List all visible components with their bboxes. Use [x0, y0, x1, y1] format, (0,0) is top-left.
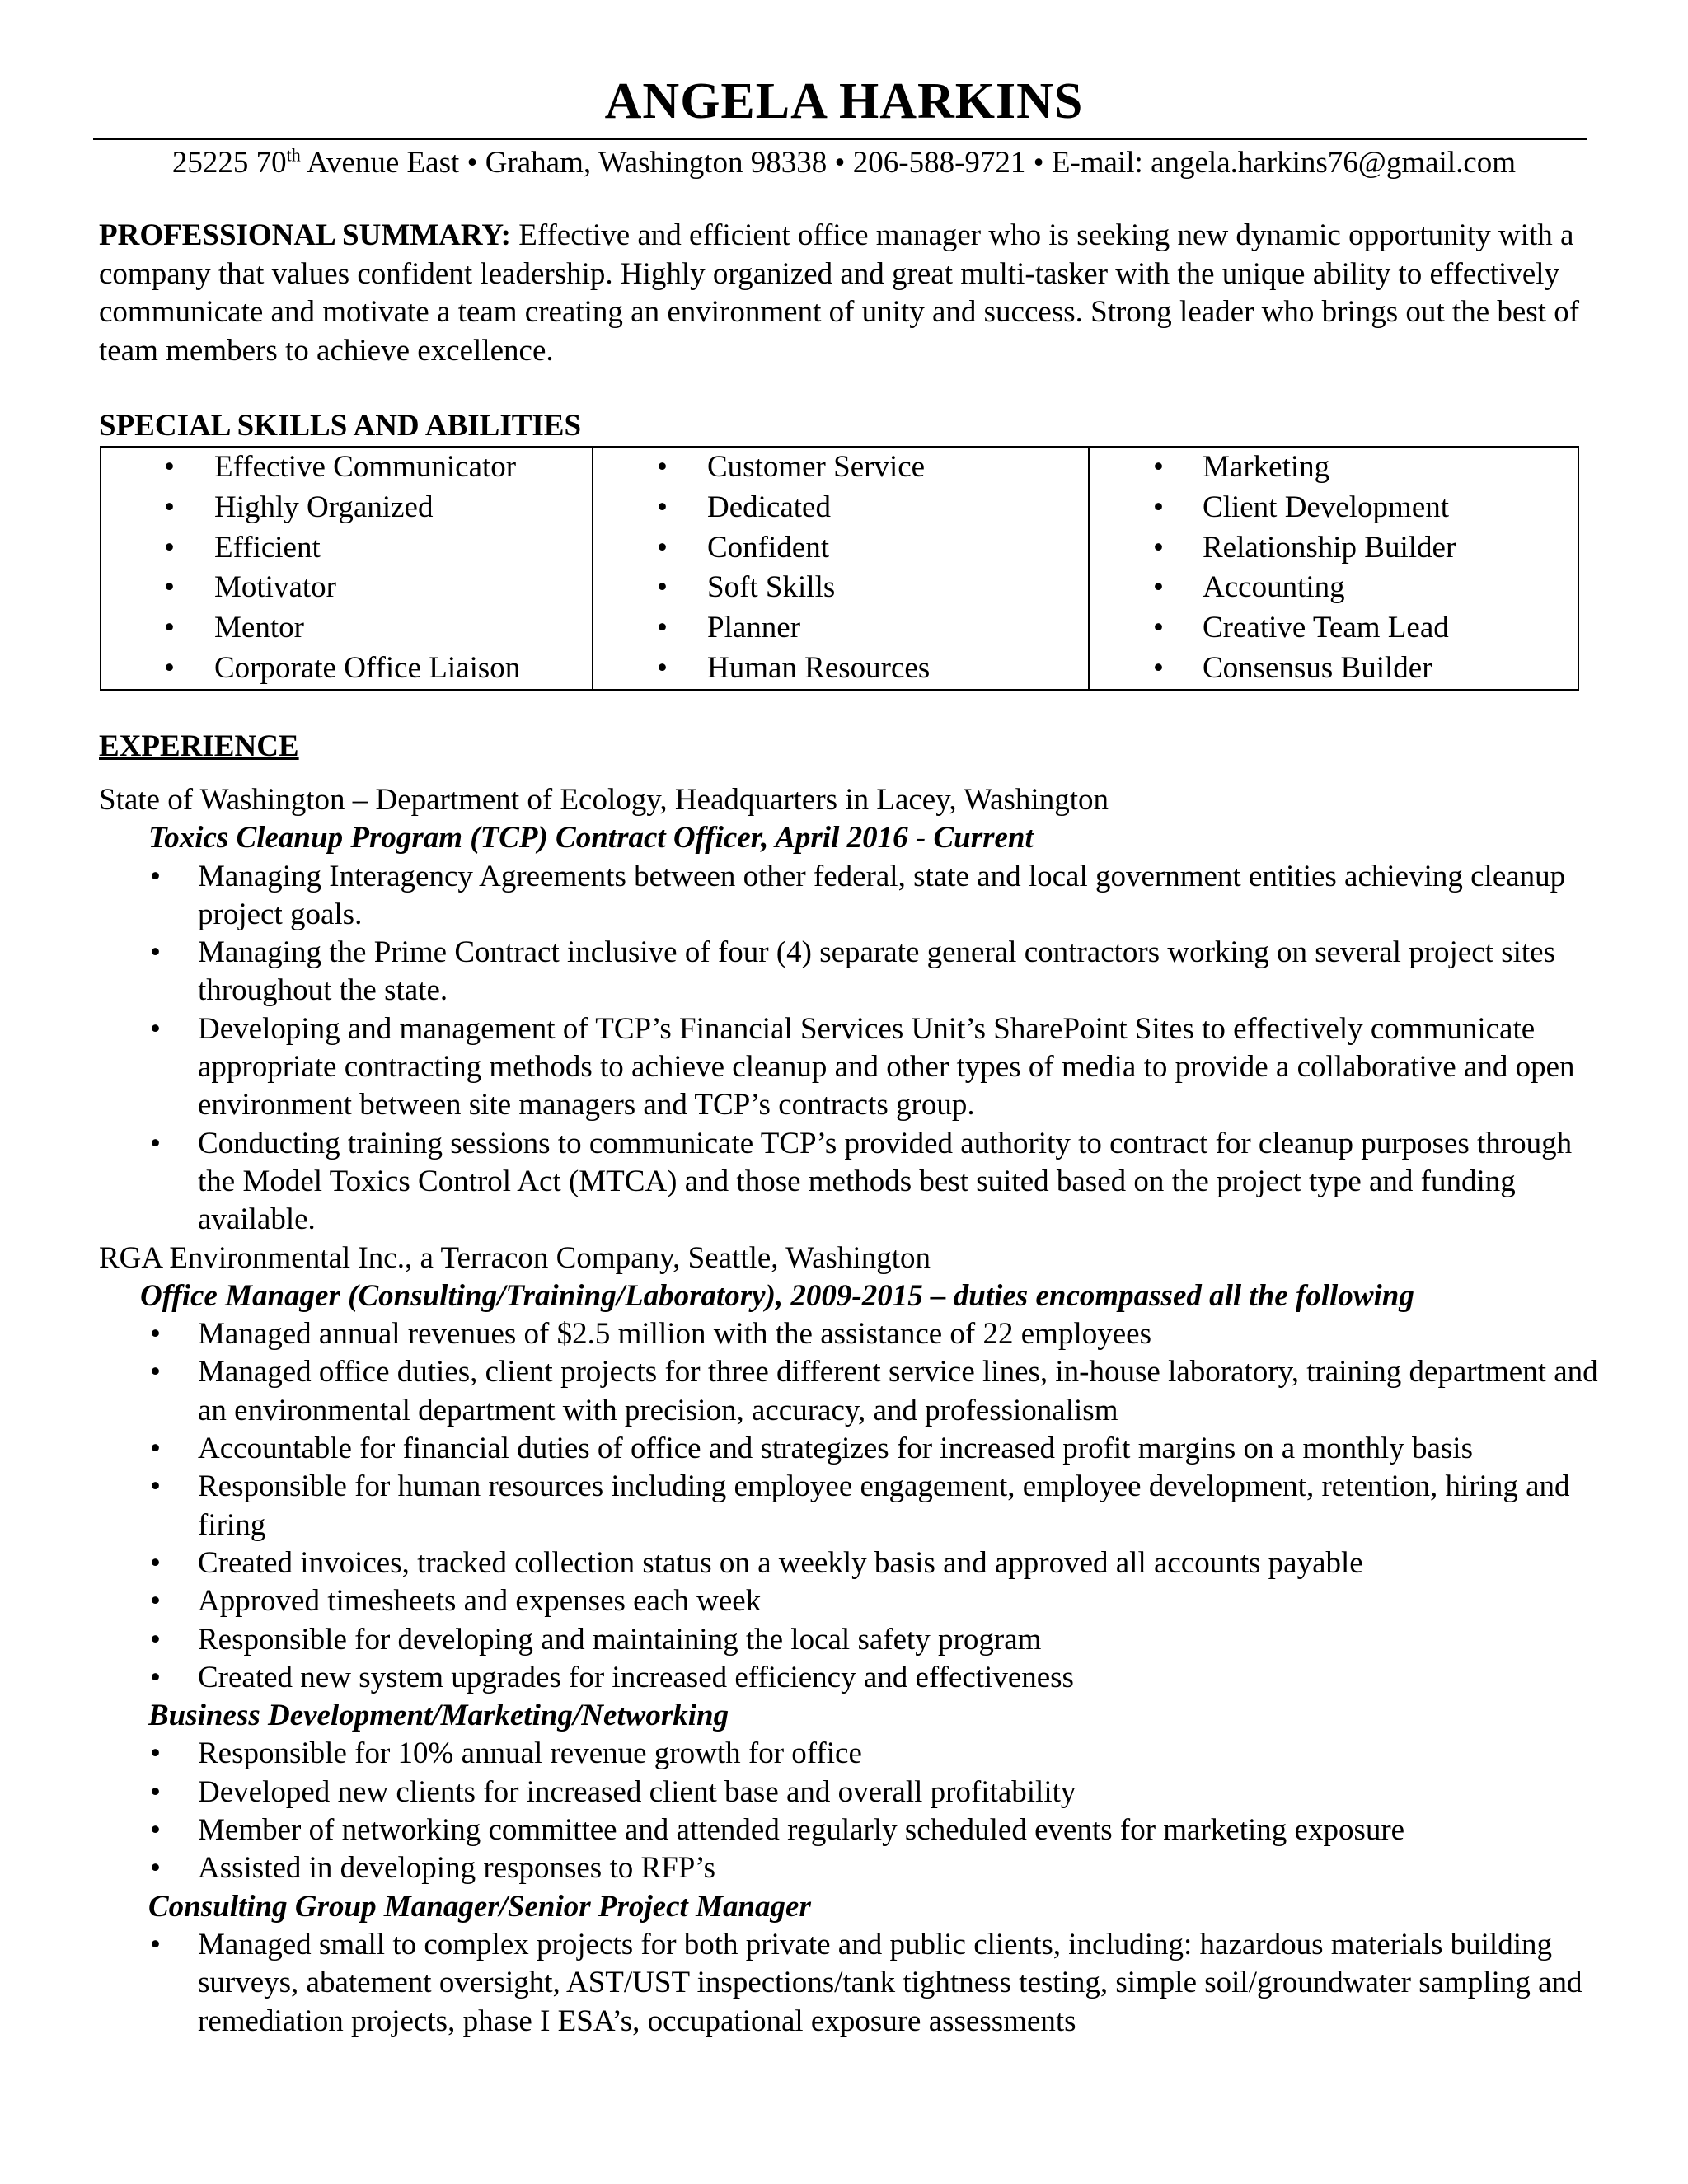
list-item [99, 1010, 1607, 1125]
list-item-text: Efficient [214, 530, 321, 565]
skills-column-2 [593, 447, 1089, 690]
bullet-icon: • [657, 611, 668, 645]
bullet-icon: • [150, 935, 161, 970]
business-development-duties [99, 1735, 1607, 1887]
skills-list-2 [593, 448, 1088, 689]
list-item [1090, 528, 1578, 569]
list-item-text: Planner [707, 611, 801, 645]
skills-title: SPECIAL SKILLS AND ABILITIES [99, 409, 582, 443]
list-item [99, 1430, 1607, 1468]
professional-summary [99, 217, 1599, 370]
bullet-icon: • [1153, 450, 1164, 484]
bullet-icon: • [150, 1469, 161, 1504]
list-item [99, 934, 1607, 1010]
skills-list-3 [1090, 448, 1578, 689]
org1-duties [99, 858, 1607, 1240]
bullet-icon: • [150, 1622, 161, 1657]
list-item-text: Accounting [1203, 570, 1345, 605]
bullet-icon: • [164, 570, 175, 605]
bullet-icon: • [150, 1660, 161, 1694]
subsection-title: Consulting Group Manager/Senior Project Manager [148, 1889, 811, 1924]
skills-table [100, 446, 1579, 691]
list-item [99, 1659, 1607, 1697]
bullet-icon: • [1153, 530, 1164, 565]
list-item-text: Member of networking committee and attended regularly scheduled events for marketing exposure [198, 1813, 1405, 1848]
bullet-icon: • [1153, 490, 1164, 524]
list-item-text: Soft Skills [707, 570, 836, 605]
summary-label: PROFESSIONAL SUMMARY: [99, 218, 511, 252]
list-item [99, 1811, 1607, 1849]
list-item-text: Relationship Builder [1203, 530, 1456, 565]
list-item-text: Assisted in developing responses to RFP’s [198, 1851, 715, 1886]
list-item [101, 528, 592, 569]
list-item-text: Accountable for financial duties of office and strategizes for increased profit margins on a monthly basis [198, 1432, 1473, 1466]
list-item-text: Responsible for human resources including employee engagement, employee development, retention, hiring and firing [198, 1469, 1570, 1542]
bullet-icon: • [1153, 650, 1164, 685]
list-item [101, 568, 592, 608]
list-item [99, 1849, 1607, 1887]
list-item [99, 1926, 1607, 2041]
list-item [101, 608, 592, 649]
bullet-icon: • [164, 490, 175, 524]
bullet-icon: • [657, 490, 668, 524]
list-item [593, 448, 1088, 488]
list-item [99, 1315, 1607, 1353]
list-item [593, 568, 1088, 608]
list-item [593, 488, 1088, 528]
list-item-text: Dedicated [707, 490, 831, 524]
bullet-icon: • [657, 650, 668, 685]
bullet-icon: • [657, 450, 668, 484]
bullet-icon: • [150, 1011, 161, 1046]
list-item-text: Consensus Builder [1203, 650, 1432, 685]
list-item-text: Motivator [214, 570, 336, 605]
job-title: Toxics Cleanup Program (TCP) Contract Officer, April 2016 - Current [148, 821, 1034, 855]
list-item-text: Developing and management of TCP’s Financial Services Unit’s SharePoint Sites to effectively communicate appropriate contracting methods to achieve cleanup and other types of media to provide a collaborative and open environment between site managers and TCP’s contracts group. [198, 1011, 1575, 1122]
address-number: 25225 70 [171, 146, 287, 180]
list-item-text: Managed annual revenues of $2.5 million with the assistance of 22 employees [198, 1317, 1151, 1352]
list-item-text: Responsible for 10% annual revenue growth for office [198, 1736, 862, 1771]
list-item [593, 528, 1088, 569]
list-item-text: Managing Interagency Agreements between other federal, state and local government entities achieving cleanup project goals. [198, 859, 1566, 931]
list-item-text: Conducting training sessions to communicate TCP’s provided authority to contract for cleanup purposes through the Model Toxics Control Act (MTCA) and those methods best suited based on the project type and funding available. [198, 1126, 1573, 1237]
bullet-icon: • [657, 570, 668, 605]
list-item-text: Human Resources [707, 650, 931, 685]
bullet-icon: • [657, 530, 668, 565]
list-item-text: Created invoices, tracked collection status on a weekly basis and approved all accounts payable [198, 1545, 1363, 1580]
list-item-text: Managed office duties, client projects for three different service lines, in-house laboratory, training department and an environmental department with precision, accuracy, and professionalism [198, 1355, 1598, 1427]
bullet-icon: • [150, 1851, 161, 1886]
list-item [1090, 488, 1578, 528]
list-item [1090, 649, 1578, 689]
bullet-icon: • [150, 859, 161, 893]
list-item [99, 1125, 1607, 1240]
list-item [593, 608, 1088, 649]
list-item-text: Mentor [214, 611, 304, 645]
bullet-icon: • [150, 1317, 161, 1352]
bullet-icon: • [164, 450, 175, 484]
list-item [101, 448, 592, 488]
bullet-icon: • [164, 611, 175, 645]
header-rule [93, 138, 1587, 140]
list-item-text: Corporate Office Liaison [214, 650, 521, 685]
list-item-text: Client Development [1203, 490, 1450, 524]
list-item-text: Confident [707, 530, 829, 565]
address-rest: Avenue East • Graham, Washington 98338 • 206-588-9721 • E-mail: angela.harkins76@gmail.com [300, 146, 1517, 180]
bullet-icon: • [164, 530, 175, 565]
experience-section [99, 781, 1607, 2041]
list-item [99, 1582, 1607, 1620]
skills-column-3 [1089, 447, 1578, 690]
list-item [593, 649, 1088, 689]
bullet-icon: • [150, 1813, 161, 1848]
bullet-icon: • [150, 1126, 161, 1160]
list-item-text: Responsible for developing and maintaining the local safety program [198, 1622, 1042, 1657]
bullet-icon: • [164, 650, 175, 685]
employer-name: RGA Environmental Inc., a Terracon Company, Seattle, Washington [99, 1240, 931, 1275]
list-item-text: Customer Service [707, 450, 926, 484]
employer-name: State of Washington – Department of Ecology, Headquarters in Lacey, Washington [99, 783, 1109, 817]
contact-line [0, 142, 1688, 185]
bullet-icon: • [150, 1432, 161, 1466]
bullet-icon: • [150, 1355, 161, 1390]
consulting-duties [99, 1926, 1607, 2041]
bullet-icon: • [1153, 570, 1164, 605]
list-item-text: Created new system upgrades for increased efficiency and effectiveness [198, 1660, 1074, 1694]
subsection-title: Business Development/Marketing/Networking [148, 1699, 729, 1733]
list-item [101, 649, 592, 689]
list-item [99, 1621, 1607, 1659]
bullet-icon: • [150, 1545, 161, 1580]
list-item [1090, 568, 1578, 608]
bullet-icon: • [150, 1774, 161, 1809]
list-item-text: Creative Team Lead [1203, 611, 1449, 645]
bullet-icon: • [150, 1736, 161, 1771]
list-item [99, 1353, 1607, 1430]
address-suffix: th [286, 144, 301, 166]
org2-duties [99, 1315, 1607, 1697]
summary-text: Effective and efficient office manager who is seeking new dynamic opportunity with a company that values confident leadership. Highly organized and great multi-tasker with the unique ability to effectively communicate and motivate a team creating an environment of unity and success. Strong leader who brings out the best of team members to achieve excellence. [99, 218, 1580, 368]
list-item-text: Developed new clients for increased client base and overall profitability [198, 1774, 1076, 1809]
bullet-icon: • [1153, 611, 1164, 645]
skills-list-1 [101, 448, 592, 689]
experience-title: EXPERIENCE [99, 729, 299, 763]
skills-column-1 [101, 447, 593, 690]
list-item [99, 1544, 1607, 1582]
list-item [1090, 448, 1578, 488]
bullet-icon: • [150, 1927, 161, 1961]
list-item-text: Highly Organized [214, 490, 434, 524]
list-item-text: Approved timesheets and expenses each week [198, 1584, 762, 1619]
list-item-text: Managing the Prime Contract inclusive of four (4) separate general contractors working on several project sites throughout the state. [198, 935, 1555, 1008]
job-title: Office Manager (Consulting/Training/Laboratory), 2009-2015 – duties encompassed all the following [140, 1278, 1414, 1313]
list-item [99, 1735, 1607, 1773]
candidate-name: ANGELA HARKINS [604, 73, 1084, 129]
list-item [99, 1468, 1607, 1544]
list-item [1090, 608, 1578, 649]
list-item-text: Marketing [1203, 450, 1330, 484]
list-item-text: Managed small to complex projects for both private and public clients, including: hazardous materials building surveys, abatement oversight, AST/UST inspections/tank tightness testing, simple soil/groundwater sampling and remediation projects, phase I ESA’s, occupational exposure assessments [198, 1927, 1582, 2038]
list-item [99, 858, 1607, 935]
bullet-icon: • [150, 1584, 161, 1619]
list-item [101, 488, 592, 528]
list-item [99, 1774, 1607, 1811]
list-item-text: Effective Communicator [214, 450, 517, 484]
